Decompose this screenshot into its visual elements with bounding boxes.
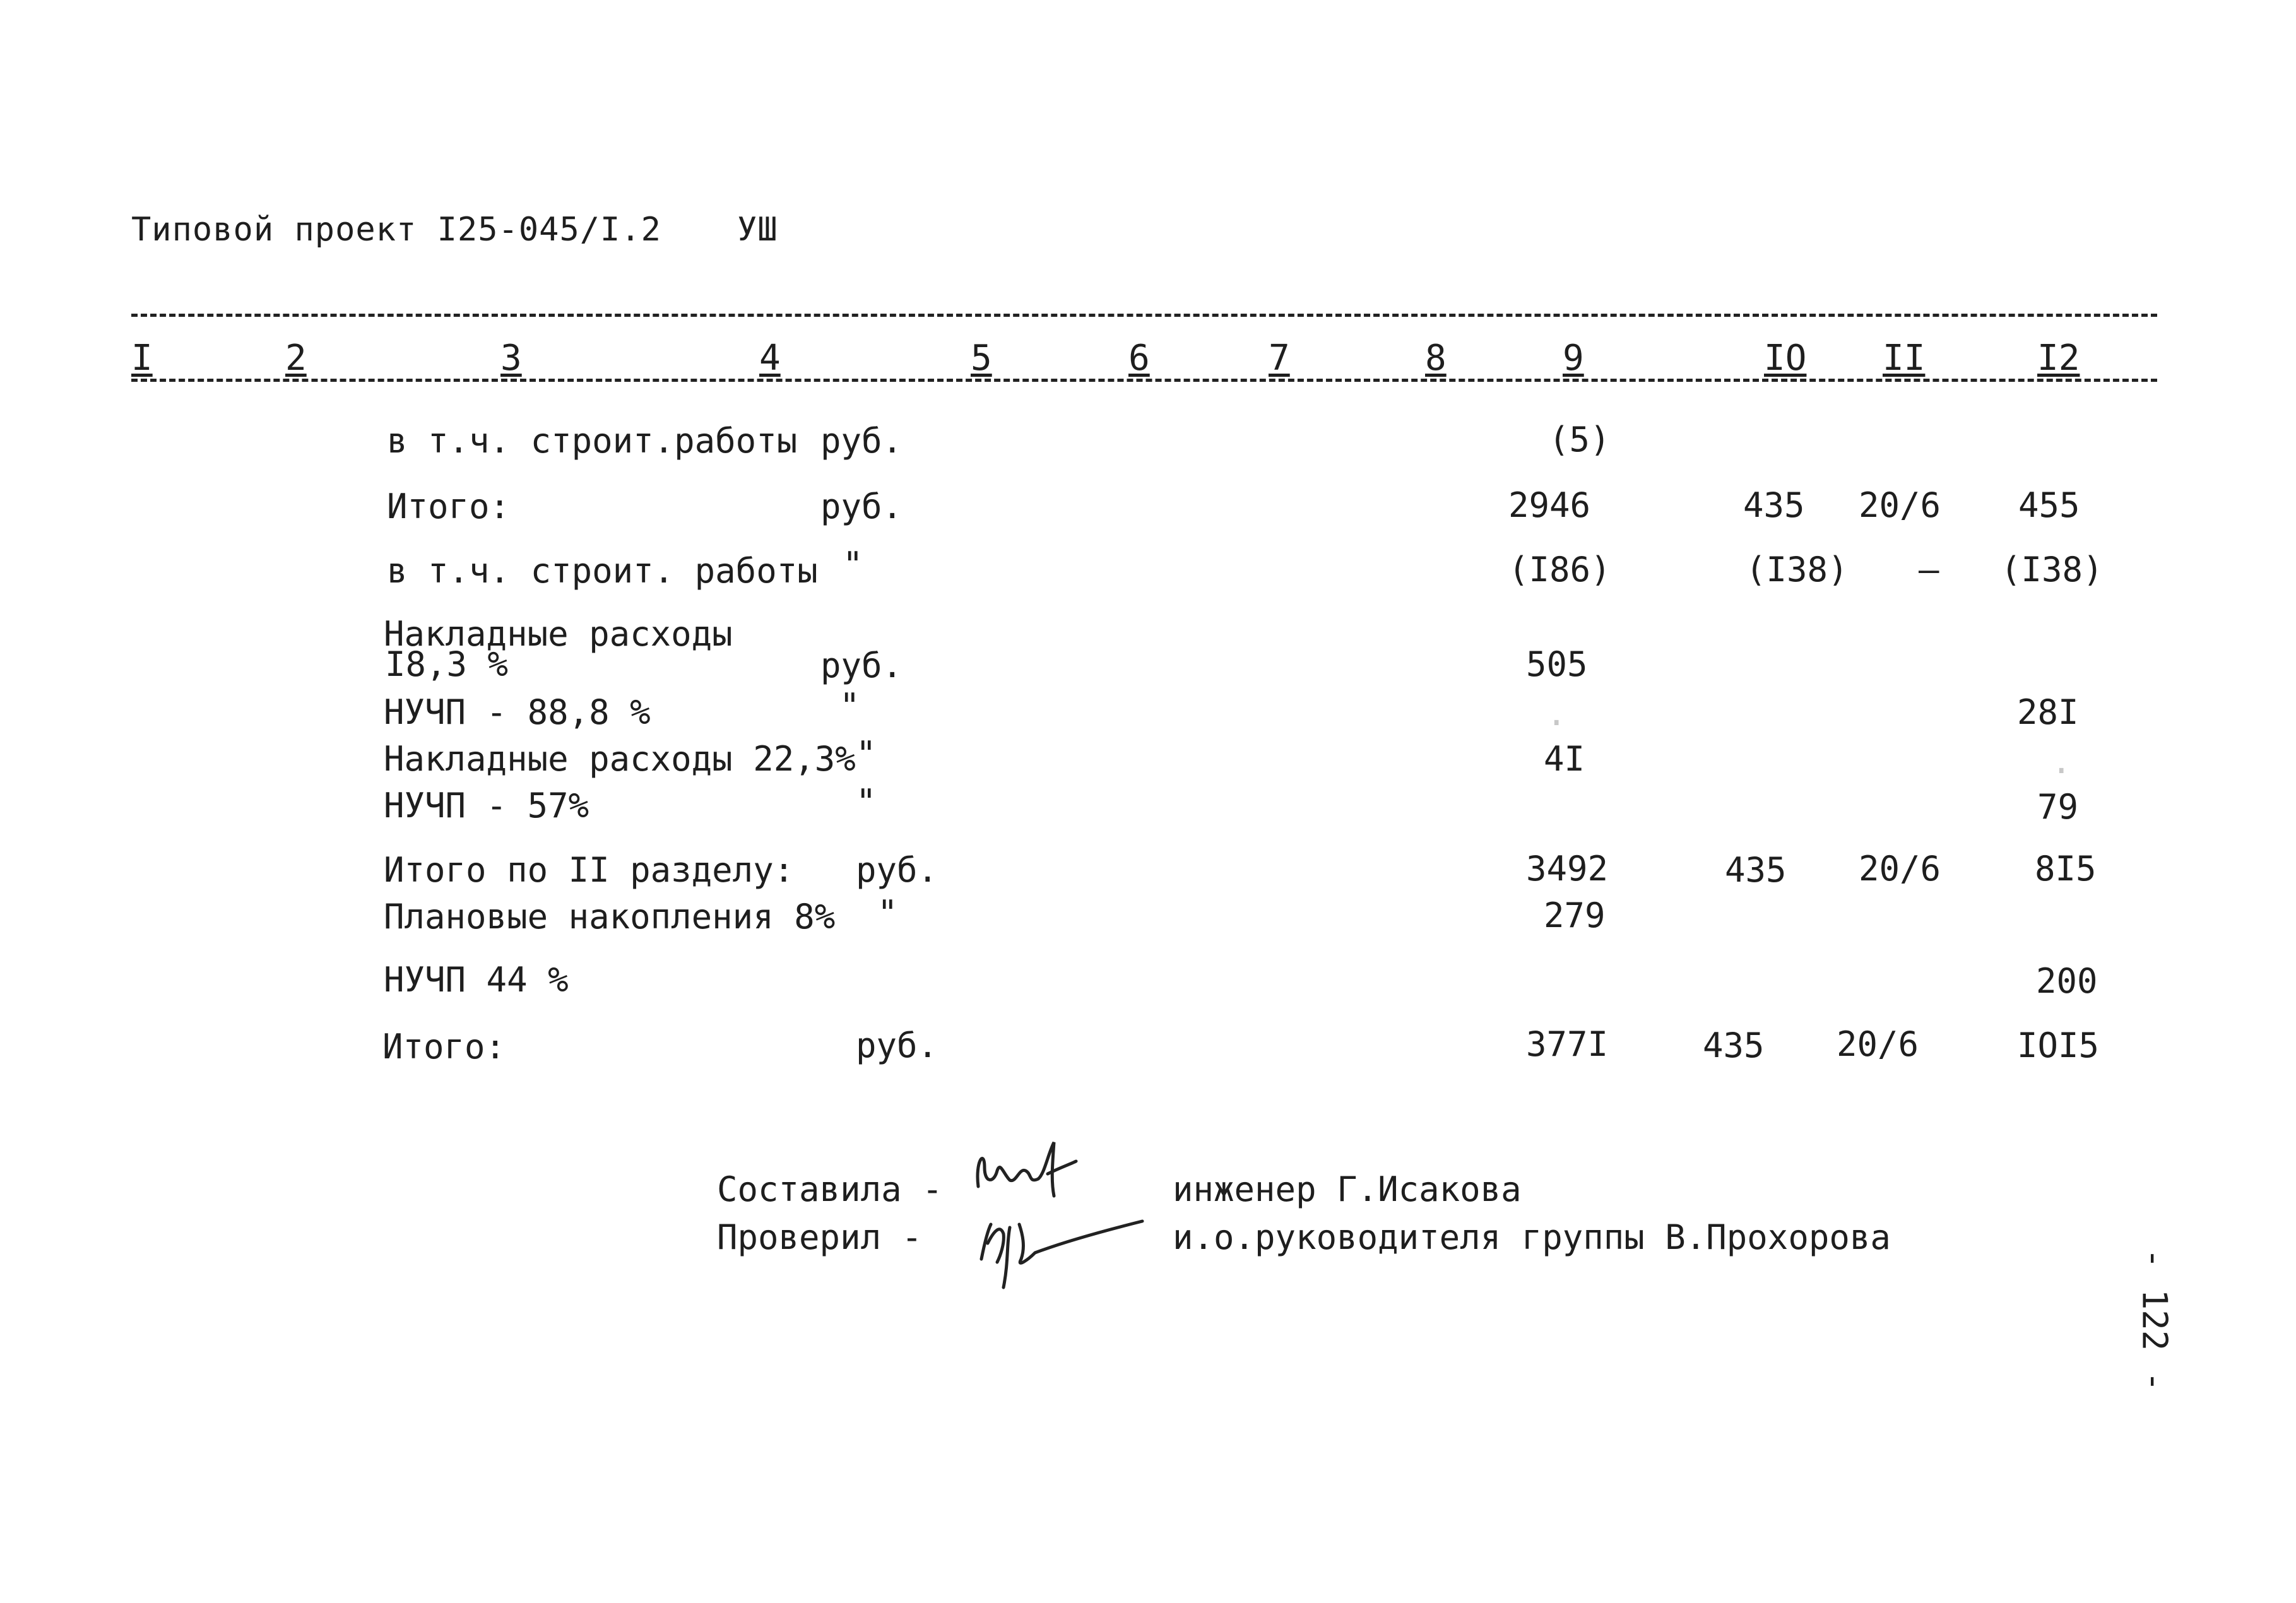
checker-signature xyxy=(966,1199,1155,1300)
row-unit: руб. xyxy=(820,487,903,526)
row-col10: 435 xyxy=(1703,1026,1765,1065)
row-col9: 3492 xyxy=(1526,849,1609,889)
row-col12: IOI5 xyxy=(2017,1026,2100,1065)
top-dashed-rule xyxy=(131,314,2157,317)
row-unit: " xyxy=(877,893,898,933)
row-unit: " xyxy=(856,734,877,774)
volume-label: УШ xyxy=(737,211,778,249)
row-col9: (5) xyxy=(1549,420,1611,459)
row-label: Накладные расходы 22,3% xyxy=(384,739,856,779)
col-11-number: II xyxy=(1883,338,1926,379)
row-unit: " xyxy=(843,545,863,584)
col-5-number: 5 xyxy=(971,338,992,379)
project-title: Типовой проект I25-045/I.2 xyxy=(131,211,661,249)
row-col11: 20/6 xyxy=(1859,485,1941,525)
row-col9: 505 xyxy=(1526,644,1588,684)
col-10-number: IO xyxy=(1764,338,1807,379)
row-unit: " xyxy=(856,782,877,822)
compiler-signature xyxy=(966,1136,1117,1205)
col-7-number: 7 xyxy=(1269,338,1290,379)
col-1-number: I xyxy=(131,338,153,379)
row-unit: руб. xyxy=(820,646,903,685)
page-number: - 122 - xyxy=(2134,1248,2175,1392)
row-label: Накладные расходы xyxy=(384,614,733,654)
row-col10: (I38) xyxy=(1746,550,1849,589)
col-8-number: 8 xyxy=(1425,338,1447,379)
checked-by-label: Проверил - xyxy=(717,1217,923,1257)
row-col12: 200 xyxy=(2036,961,2098,1001)
row-label: НУЧП - 57% xyxy=(384,786,589,825)
row-unit: руб. xyxy=(820,421,903,461)
row-unit: руб. xyxy=(856,1026,938,1065)
col-4-number: 4 xyxy=(759,338,781,379)
row-col10: 435 xyxy=(1725,850,1787,890)
row-unit: руб. xyxy=(856,850,938,890)
compiled-by-name: инженер Г.Исакова xyxy=(1173,1169,1522,1209)
row-label: Плановые накопления 8% xyxy=(384,897,836,937)
row-label: НУЧП 44 % xyxy=(384,960,569,1000)
row-label: в т.ч. строит. работы xyxy=(387,551,818,591)
row-label: I8,3 % xyxy=(385,644,509,684)
row-col12: 455 xyxy=(2018,485,2080,525)
col-3-number: 3 xyxy=(500,338,522,379)
row-col12-mark: . xyxy=(2051,742,2072,781)
col-9-number: 9 xyxy=(1563,338,1584,379)
row-col12: 79 xyxy=(2037,787,2079,827)
row-col11: – xyxy=(1919,550,1939,589)
row-col9: 4I xyxy=(1544,739,1585,779)
row-col9-mark: . xyxy=(1546,694,1567,733)
checked-by-name: и.о.руководителя группы В.Прохорова xyxy=(1173,1217,1891,1257)
col-12-number: I2 xyxy=(2037,338,2080,379)
row-col12: (I38) xyxy=(2001,550,2104,589)
column-dashed-rule xyxy=(131,379,2157,382)
row-col10: 435 xyxy=(1743,485,1805,525)
col-6-number: 6 xyxy=(1128,338,1150,379)
col-2-number: 2 xyxy=(285,338,307,379)
row-col9: (I86) xyxy=(1508,550,1611,589)
row-label: Итого: xyxy=(387,487,511,526)
row-col12: 28I xyxy=(2017,692,2079,732)
row-col9: 377I xyxy=(1526,1024,1609,1064)
row-unit: " xyxy=(839,686,860,726)
row-col12: 8I5 xyxy=(2035,849,2097,889)
row-label: НУЧП - 88,8 % xyxy=(384,692,651,732)
row-label: Итого по II разделу: xyxy=(384,850,795,890)
row-label: Итого: xyxy=(382,1027,506,1067)
row-label: в т.ч. строит.работы xyxy=(387,421,798,461)
row-col9: 2946 xyxy=(1508,485,1591,525)
row-col11: 20/6 xyxy=(1859,849,1941,889)
row-col9: 279 xyxy=(1544,896,1606,935)
compiled-by-label: Составила - xyxy=(717,1169,943,1209)
row-col11: 20/6 xyxy=(1837,1024,1919,1064)
